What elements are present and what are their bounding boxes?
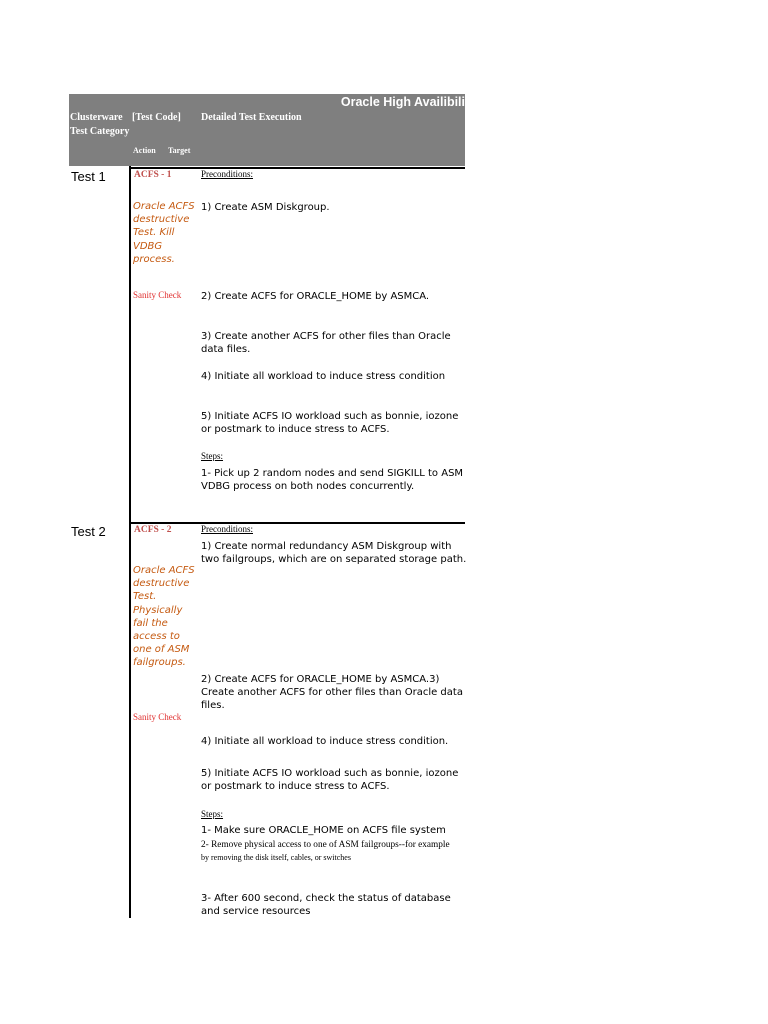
header-test-code: [Test Code]	[132, 112, 181, 123]
header-category: Clusterware Test Category	[70, 112, 130, 137]
header-target: Target	[168, 146, 191, 155]
column-divider	[129, 166, 131, 918]
precondition-item: 3) Create another ACFS for other files than Oracle data files.	[201, 331, 451, 356]
test-code: ACFS - 2	[134, 525, 172, 535]
test-label: Test 2	[71, 524, 106, 539]
precondition-item: 2) Create ACFS for ORACLE_HOME by ASMCA.	[201, 291, 430, 302]
test-description: Oracle ACFS destructive Test. Physically fail the access to one of ASM failgroups.	[133, 565, 195, 669]
test-code: ACFS - 1	[134, 170, 172, 180]
precondition-item: 1) Create normal redundancy ASM Diskgroup with two failgroups, which are on separated storage path.	[201, 541, 467, 566]
table-header	[69, 110, 465, 166]
precondition-item: 4) Initiate all workload to induce stress condition.	[201, 736, 449, 747]
step-item-detail: by removing the disk itself, cables, or switches	[201, 853, 351, 862]
test-label: Test 1	[71, 169, 106, 184]
row-divider	[130, 522, 465, 524]
document-title: Oracle High Availibili	[340, 95, 465, 109]
preconditions-label: Preconditions:	[201, 169, 253, 179]
sanity-check-label: Sanity Check	[133, 290, 182, 300]
step-item: 2- Remove physical access to one of ASM failgroups--for example	[201, 840, 450, 850]
precondition-item: 2) Create ACFS for ORACLE_HOME by ASMCA.3) Create another ACFS for other files than Oracle data files.	[201, 674, 463, 712]
step-item: 1- Make sure ORACLE_HOME on ACFS file system	[201, 825, 446, 836]
steps-label: Steps:	[201, 809, 224, 819]
steps-label: Steps:	[201, 451, 224, 461]
sanity-check-label: Sanity Check	[133, 712, 182, 722]
precondition-item: 4) Initiate all workload to induce stress condition	[201, 371, 446, 382]
step-item: 1- Pick up 2 random nodes and send SIGKILL to ASM VDBG process on both nodes concurrently.	[201, 468, 464, 493]
preconditions-label: Preconditions:	[201, 524, 253, 534]
step-item: 3- After 600 second, check the status of database and service resources	[201, 893, 451, 918]
test-description: Oracle ACFS destructive Test. Kill VDBG process.	[133, 201, 195, 265]
precondition-item: 5) Initiate ACFS IO workload such as bonnie, iozone or postmark to induce stress to ACFS.	[201, 411, 459, 436]
title-banner	[69, 94, 465, 110]
precondition-item: 1) Create ASM Diskgroup.	[201, 202, 330, 213]
header-action: Action	[133, 146, 156, 155]
header-detailed-execution: Detailed Test Execution	[201, 112, 302, 123]
row-divider	[130, 167, 465, 169]
precondition-item: 5) Initiate ACFS IO workload such as bonnie, iozone or postmark to induce stress to ACFS.	[201, 768, 459, 793]
